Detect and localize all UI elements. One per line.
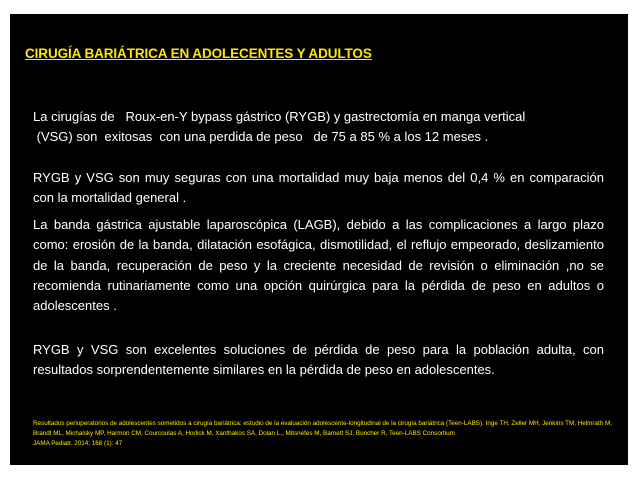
paragraph-conclusion: RYGB y VSG son excelentes soluciones de pérdida de peso para la población adulta, con resultados sorprendentemente similares en la pérdida de peso en adolescentes. bbox=[33, 342, 604, 378]
paragraph-rygb-vsg-results: La cirugías de Roux-en-Y bypass gástrico (RYGB) y gastrectomía en manga vertical (VSG) son exitosas con una perdida de peso de 75 a 85 % a los 12 meses . bbox=[33, 109, 526, 145]
paragraph-lagb-complications: La banda gástrica ajustable laparoscópica (LAGB), debido a las complicaciones a largo plazo como: erosión de la banda, dilatación esofágica, dismotilidad, el reflujo empeorado, deslizamiento de la banda, recuperación de peso y la creciente necesidad de revisión o eliminación ,no se recomienda rutinariamente como una opción quirúrgica para la pérdida de peso en adultos o adolescentes . bbox=[33, 217, 604, 314]
citation-text: Resultados perioperatorios de adolescentes sometidos a cirugía bariátrica: estudio de la evaluación adolescente-longitudinal de la cirugía bariátrica (Teen-LABS). Inge TH, Zeller MH, Jenkins TM, Helmrath M, Brandt ML, Michalsky MP, Harmon CM, Courcoulas A, Horlick M, Xanthakos SA, Dolan L., Mitsnefes M, Barnett SJ, Buncher R, Teen-LABS Consortium JAMA Pediatr. 2014; 168 (1): 47 bbox=[33, 420, 613, 448]
slide-title: CIRUGÍA BARIÁTRICA EN ADOLECENTES Y ADULTOS bbox=[25, 46, 372, 61]
paragraph-mortality: RYGB y VSG son muy seguras con una mortalidad muy baja menos del 0,4 % en comparación con la mortalidad general . bbox=[33, 170, 604, 206]
citation-reference bbox=[33, 419, 621, 450]
